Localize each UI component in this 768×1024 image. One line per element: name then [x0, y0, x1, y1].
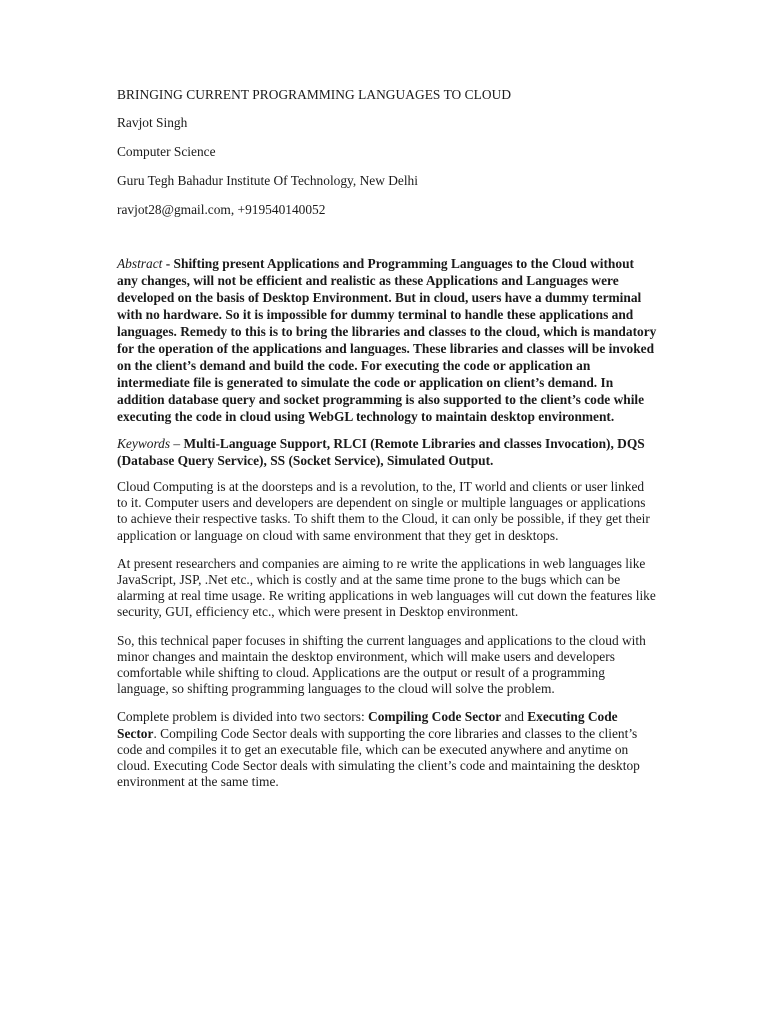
- abstract-separator: -: [162, 256, 174, 271]
- paragraph-rest: . Compiling Code Sector deals with supporting the core libraries and classes to the client’s code and compiles it to get an executable file, which can be executed anywhere and anytime on cloud. Executing Code Sector deals with simulating the client’s code and maintaining the desktop environment at the same time.: [117, 725, 640, 790]
- paragraph-and: and: [501, 709, 528, 725]
- keywords-text: Multi-Language Support, RLCI (Remote Libraries and classes Invocation), DQS (Database Query Service), SS (Socket Service), Simulated Output.: [117, 436, 645, 468]
- body-paragraph: Cloud Computing is at the doorsteps and is a revolution, to the, IT world and clients or user linked to it. Computer users and developers are dependent on single or multiple languages or applications to achieve their respective tasks. To shift them to the Cloud, it can only be possible, if they get their application or language on cloud with same environment that they get in desktops.: [117, 479, 650, 543]
- paper-title: BRINGING CURRENT PROGRAMMING LANGUAGES TO CLOUD: [117, 87, 512, 102]
- author-department: Computer Science: [117, 144, 216, 159]
- author-contact: ravjot28@gmail.com, +919540140052: [117, 202, 326, 217]
- body-paragraph: So, this technical paper focuses in shifting the current languages and applications to the cloud with minor changes and maintain the desktop environment, which will make users and developers comfortable while shifting to cloud. Applications are the output or result of a programming language, so shifting programming languages to the cloud will solve the problem.: [117, 632, 646, 697]
- body-paragraph: At present researchers and companies are aiming to re write the applications in web languages like JavaScript, JSP, .Net etc., which is costly and at the same time prone to the bugs which can be alarming at real time usage. Re writing applications in web languages will cut down the features like security, GUI, efficiency etc., which were present in Desktop environment.: [117, 555, 656, 620]
- abstract-section: [117, 255, 657, 425]
- abstract-text: Shifting present Applications and Programming Languages to the Cloud without any changes, will not be efficient and realistic as these Applications and Languages were developed on the basis of Desktop Environment. But in cloud, users have a dummy terminal with no hardware. So it is impossible for dummy terminal to handle these applications and languages. Remedy to this is to bring the libraries and classes to the cloud, which is mandatory for the operation of the applications and languages. These libraries and classes will be invoked on the client’s demand and build the code. For executing the code or application an intermediate file is generated to simulate the code or application on client’s demand. In addition database query and socket programming is also supported to the client’s code while executing the code in cloud using WebGL technology to maintain desktop environment.: [117, 256, 657, 424]
- keywords-section: [117, 435, 657, 469]
- author-institute: Guru Tegh Bahadur Institute Of Technology, New Delhi: [117, 173, 418, 188]
- keywords-label: Keywords: [117, 436, 171, 451]
- paragraph-intro: Complete problem is divided into two sectors:: [117, 709, 369, 725]
- sector-name-compiling: Compiling Code Sector: [368, 709, 502, 725]
- sector-name-executing: Executing Code Sector: [117, 709, 618, 741]
- paper-page: [117, 86, 657, 802]
- body-paragraph: [117, 709, 657, 790]
- author-name: Ravjot Singh: [117, 115, 188, 130]
- keywords-separator: –: [170, 436, 184, 451]
- abstract-label: Abstract: [117, 256, 163, 271]
